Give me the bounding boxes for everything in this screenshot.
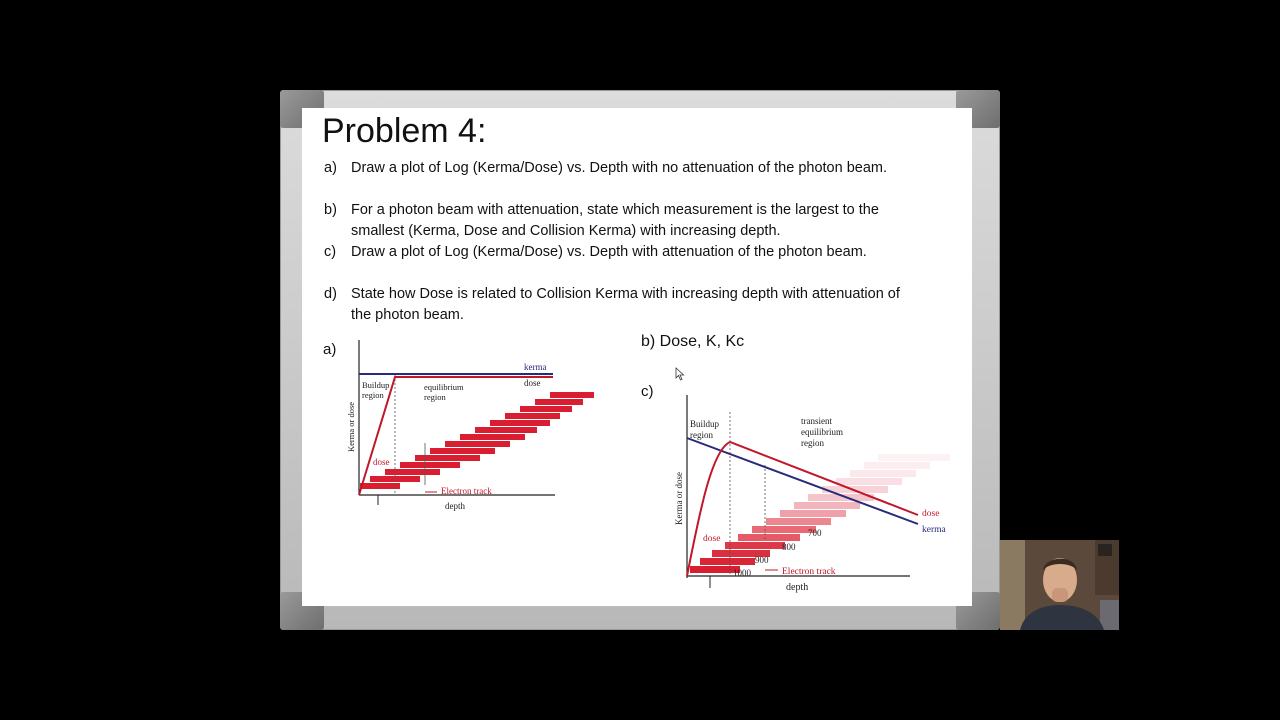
answer-c-label: c) [641,383,654,400]
buildup-label-line2: region [690,430,713,440]
buildup-label-line1: Buildup [362,380,390,390]
transient-label-line3: region [801,438,824,448]
energy-label: 1000 [733,568,751,578]
question-item [324,158,924,179]
question-label: c) [324,244,337,260]
question-item [324,284,924,326]
y-axis-label: Kerma or dose [346,401,356,452]
electron-track-label: Electron track [441,486,492,496]
y-axis-label: Kerma or dose [674,472,684,525]
equilibrium-label-line2: region [424,392,446,402]
transient-label-line1: transient [801,416,832,426]
question-item [324,200,924,242]
energy-label: 800 [782,542,796,552]
dose-label: dose [703,534,721,544]
x-axis-label: depth [445,501,465,511]
x-axis-label: depth [786,582,809,593]
answer-b-text: b) Dose, K, Kc [641,333,745,350]
diagram-c [670,390,960,595]
slide-title: Problem 4: [322,112,487,150]
dose-label: dose [373,457,390,467]
presenter-icon [1000,540,1119,630]
mouse-cursor-icon [675,367,685,381]
question-label: a) [324,160,337,176]
electron-track-label: Electron track [782,567,836,577]
question-text: State how Dose is related to Collision Kerma with increasing depth with attenuation of the photon beam. [351,286,900,323]
question-text: Draw a plot of Log (Kerma/Dose) vs. Depth with attenuation of the photon beam. [351,244,867,260]
question-label: b) [324,202,337,218]
kerma-label-right: kerma [922,525,946,535]
buildup-label-line2: region [362,390,384,400]
kerma-label: kerma [524,362,547,372]
answer-a-label: a) [323,341,337,358]
equilibrium-label-line1: equilibrium [424,382,464,392]
energy-label: 900 [755,555,769,565]
energy-label: 700 [808,528,822,538]
question-item [324,242,924,263]
electron-tracks [690,454,950,573]
transient-label-line2: equilibrium [801,427,843,437]
webcam-video [1000,540,1119,630]
diagram-a [345,335,600,513]
question-label: d) [324,286,337,302]
question-text: For a photon beam with attenuation, state which measurement is the largest to the smallest (Kerma, Dose and Collision Kerma) with increasing depth. [351,202,879,239]
buildup-label-line1: Buildup [690,419,720,429]
question-text: Draw a plot of Log (Kerma/Dose) vs. Depth with no attenuation of the photon beam. [351,160,887,176]
dose-label-right: dose [922,509,940,519]
dose-label-top: dose [524,378,541,388]
